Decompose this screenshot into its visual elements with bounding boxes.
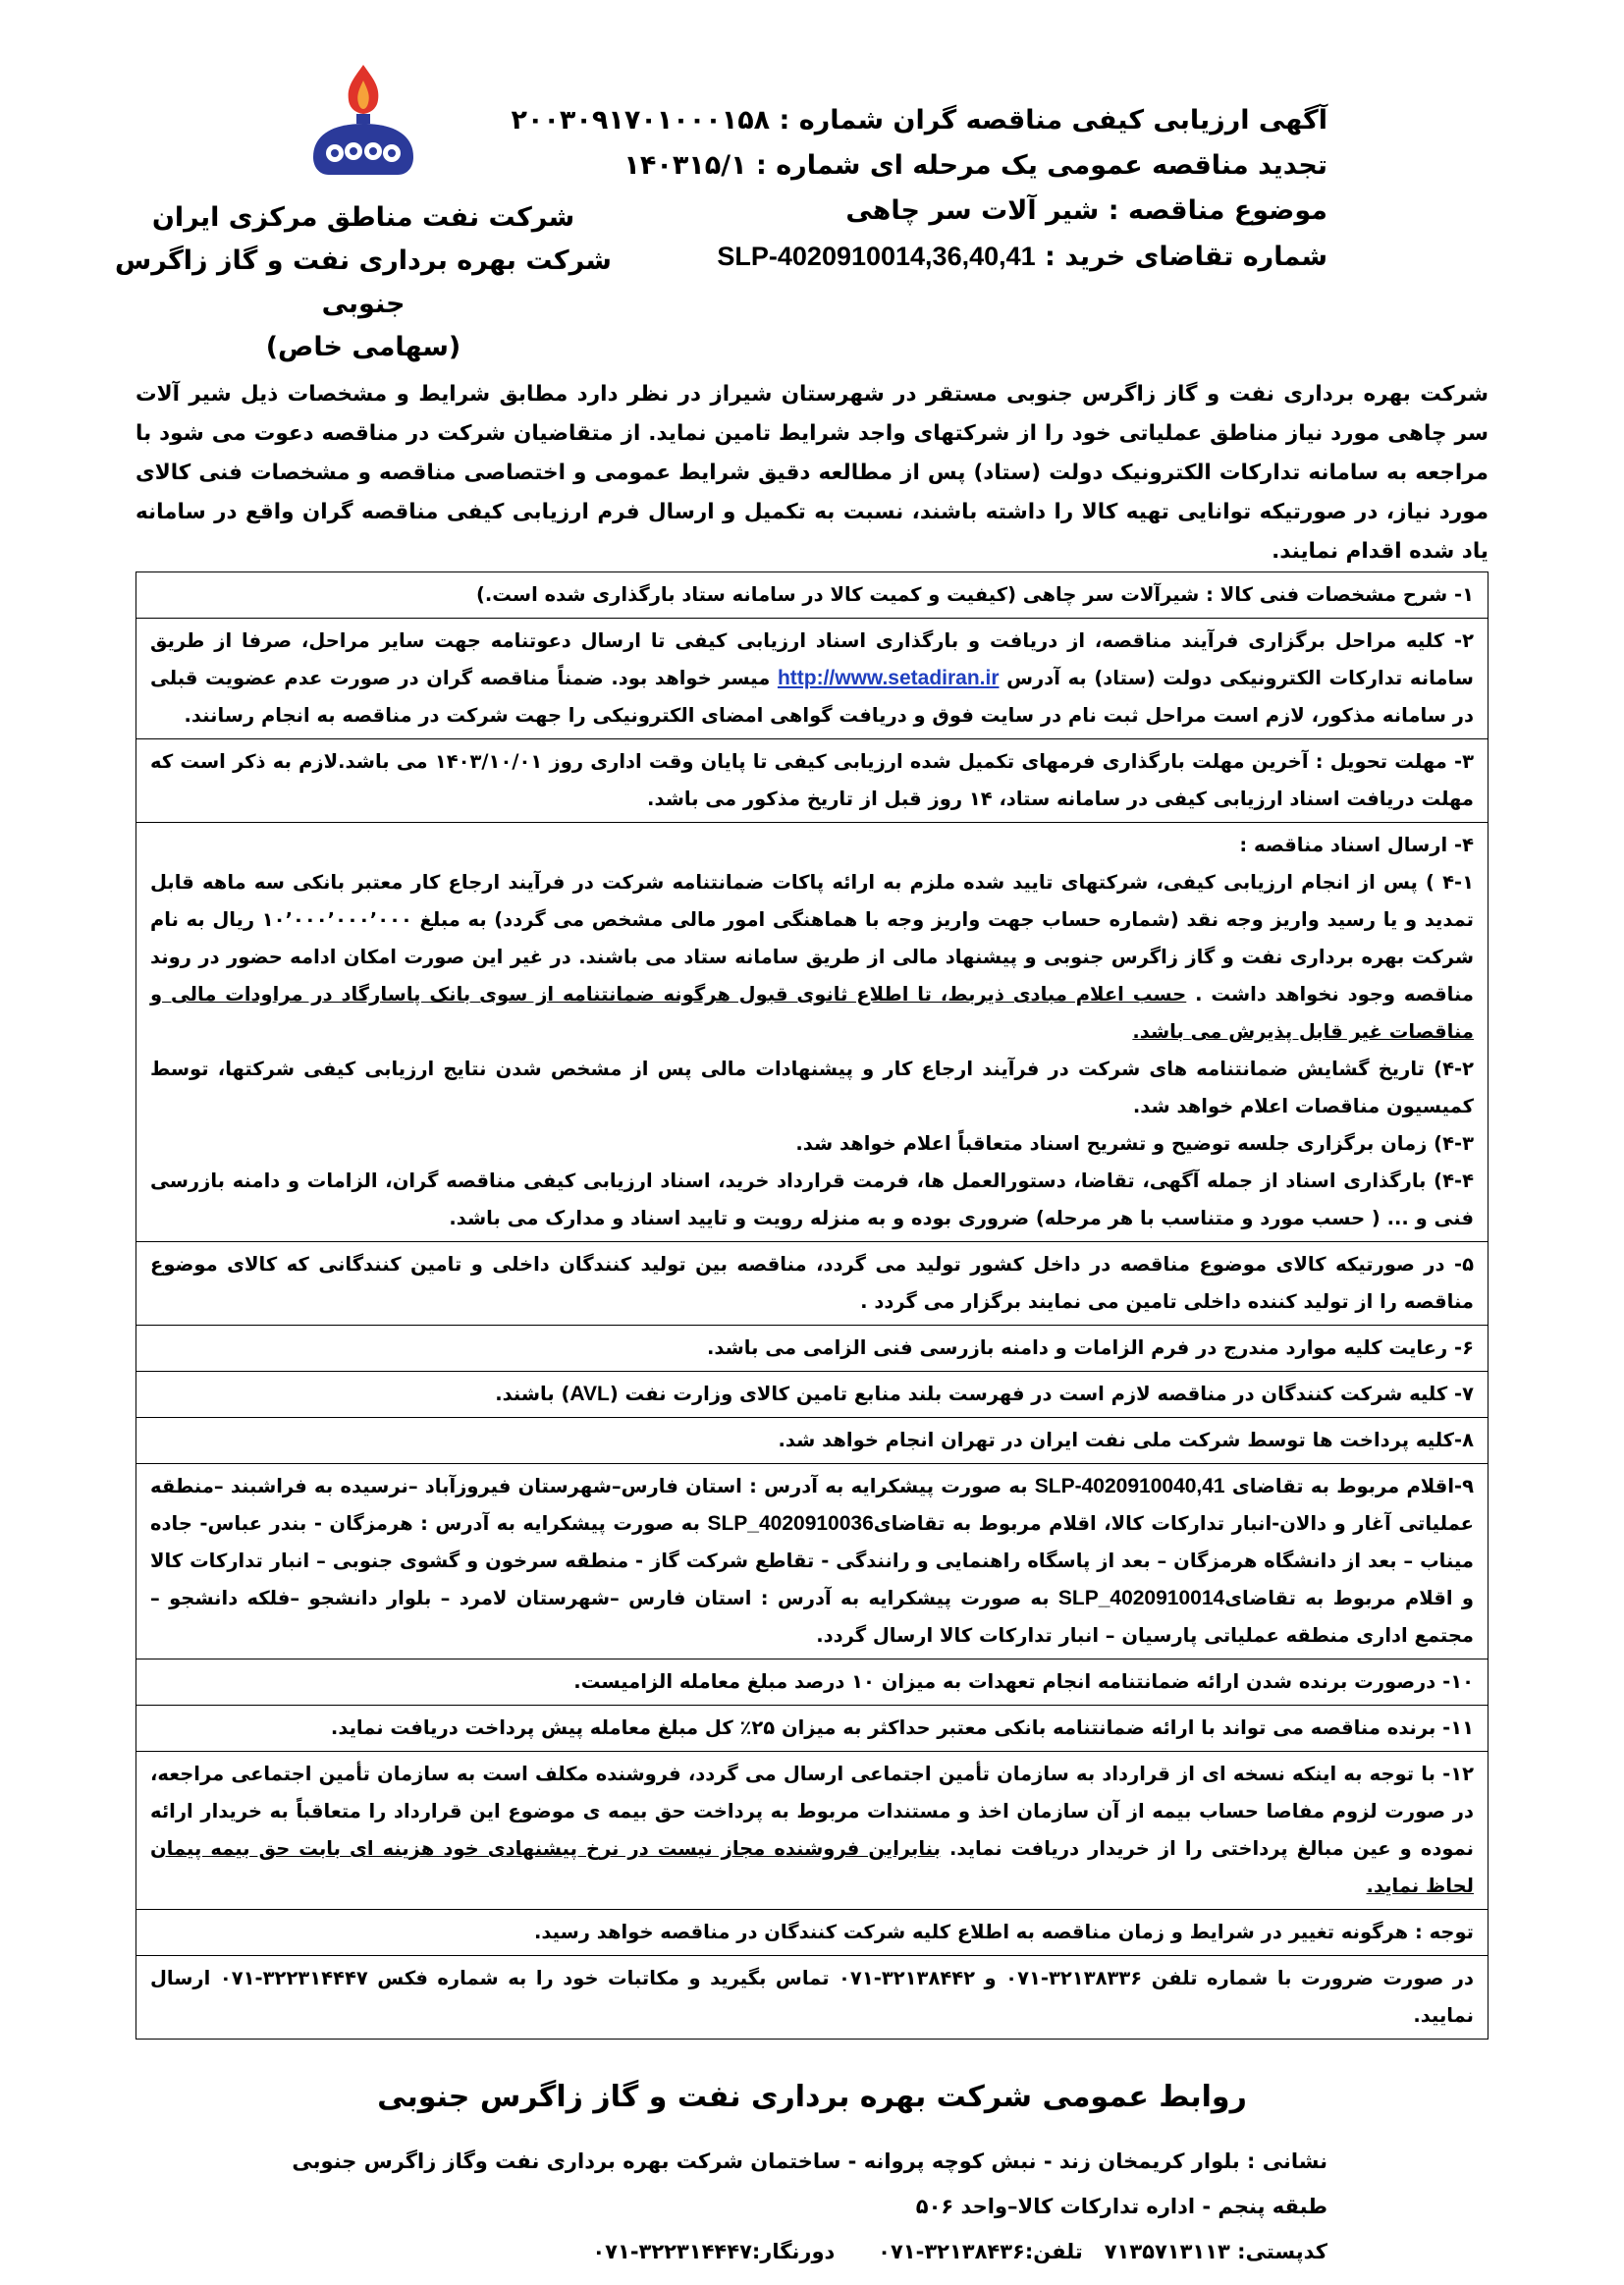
item-9-code-2: SLP_4020910036 bbox=[707, 1512, 874, 1535]
avl-label: AVL bbox=[569, 1383, 610, 1405]
item-2-text-b: میسر خواهد بود. ضمناً مناقصه گران در صورت عدم عضویت قبلی در سامانه مذکور، لازم است مراحل ثبت نام در سایت فوق و دریافت گواهی امضای الکترونیکی را جهت شرکت در مناقصه به انجام رسانند. bbox=[150, 667, 1474, 727]
subject-line: موضوع مناقصه : شیر آلات سر چاهی bbox=[845, 195, 1327, 226]
item-4-4: ۴-۴) بارگذاری اسناد از جمله آگهی، تقاضا، دستورالعمل ها، فرمت قرارداد خرید، اسناد ارزیابی کیفی مناقصه گران، الزامات و دامنه بازرسی فنی و ... ( حسب مورد و متناسب با هر مرحله) ضروری بوده و به منزله رویت و تایید اسناد و مدارک می باشد. bbox=[150, 1170, 1474, 1229]
notice-heading bbox=[483, 98, 1327, 280]
item-9-text-b: به صورت پیشکرایه به آدرس : استان فارس–شهرستان فیروزآباد –نرسیده به فراشبند –منطقه عملیاتی آغار و دالان-انبار تدارکات کالا، اقلام مربوط به تقاضای bbox=[150, 1475, 1474, 1535]
item-2 bbox=[136, 619, 1489, 739]
company-line-1: شرکت نفت مناطق مرکزی ایران bbox=[151, 202, 575, 233]
company-line-2: شرکت بهره برداری نفت و گاز زاگرس جنوبی bbox=[115, 245, 612, 319]
item-6: ۶- رعایت کلیه موارد مندرج در فرم الزامات و دامنه بازرسی فنی الزامی می باشد. bbox=[136, 1326, 1489, 1372]
conditions-table bbox=[135, 571, 1489, 2040]
item-4-1-text: ۴-۱ ) پس از انجام ارزیابی کیفی، شرکتهای تایید شده ملزم به ارائه پاکات ضمانتنامه شرکت در فرآیند ارجاع کار معتبر بانکی سه ماهه قابل تمدید و یا رسید واریز وجه نقد (شماره حساب جهت واریز وجه با هماهنگی امور مالی مشخص می گردد) به مبلغ ۱۰٬۰۰۰٬۰۰۰٬۰۰۰ ریال به نام شرکت بهره برداری نفت و گاز زاگرس جنوبی و پیشنهاد مالی از طریق سامانه ستاد می باشند. در غیر این صورت امکان ادامه حضور در روند مناقصه وجود نخواهد داشت . bbox=[150, 871, 1474, 1006]
table-row bbox=[136, 1706, 1489, 1752]
notice-title: آگهی ارزیابی کیفی مناقصه گران شماره : ۲۰۰۳۰۹۱۷۰۱۰۰۰۱۵۸ bbox=[511, 105, 1327, 136]
table-row bbox=[136, 739, 1489, 823]
request-number: SLP-4020910014,36,40,41 bbox=[717, 242, 1036, 271]
table-row bbox=[136, 1752, 1489, 1910]
item-8: ۸-کلیه پرداخت ها توسط شرکت ملی نفت ایران در تهران انجام خواهد شد. bbox=[136, 1418, 1489, 1464]
contact-row: در صورت ضرورت با شماره تلفن ۳۲۱۳۸۳۳۶-۰۷۱ و ۳۲۱۳۸۴۴۲-۰۷۱ تماس بگیرید و مکاتبات خود را به شماره فکس ۳۲۲۳۱۴۴۴۷-۰۷۱ ارسال نمایید. bbox=[136, 1956, 1489, 2040]
table-row bbox=[136, 1326, 1489, 1372]
item-12 bbox=[136, 1752, 1489, 1910]
item-4-3: ۴-۳) زمان برگزاری جلسه توضیح و تشریح اسناد متعاقباً اعلام خواهد شد. bbox=[795, 1132, 1474, 1155]
request-label: شماره تقاضای خرید : bbox=[1035, 242, 1327, 272]
table-row bbox=[136, 1956, 1489, 2040]
address-line-2: طبقه پنجم - اداره تدارکات کالا–واحد ۵۰۶ bbox=[915, 2195, 1327, 2218]
intro-text: شرکت بهره برداری نفت و گاز زاگرس جنوبی مستقر در شهرستان شیراز در نظر دارد مطابق شرایط و مشخصات ذیل شیر آلات سر چاهی مورد نیاز مناطق عملیاتی خود را از شرکتهای واجد شرایط تامین نماید. از متقاضیان شرکت در مناقصه دعوت می شود با مراجعه به سامانه تدارکات الکترونیک دولت (ستاد) پس از مطالعه دقیق شرایط عمومی و اختصاصی مناقصه و مشخصات فنی کالای مورد نیاز، در صورتیکه توانایی تهیه کالا را داشته باشند، نسبت به تکمیل و ارسال فرم ارزیابی کیفی مناقصه گران واقع در سامانه یاد شده اقدام نمایند. bbox=[135, 382, 1489, 564]
public-relations-signature: روابط عمومی شرکت بهره برداری نفت و گاز زاگرس جنوبی bbox=[377, 2080, 1247, 2114]
renewal-line: تجدید مناقصه عمومی یک مرحله ای شماره : ۱۴۰۳۱۵/۱ bbox=[623, 150, 1327, 181]
item-2-text-a: ۲- کلیه مراحل برگزاری فرآیند مناقصه، از دریافت و بارگذاری اسناد ارزیابی کیفی تا ارسال دعوتنامه جهت سایر مراحل، صرفا از طریق سامانه تدارکات الکترونیکی دولت (ستاد) به آدرس bbox=[150, 629, 1474, 689]
item-4-2: ۴-۲) تاریخ گشایش ضمانتنامه های شرکت در فرآیند ارجاع کار و پیشنهادات مالی پس از مشخص شدن نتایج ارزیابی کیفی شرکتها، توسط کمیسیون مناقصات اعلام خواهد شد. bbox=[150, 1058, 1474, 1117]
address-block bbox=[247, 2139, 1327, 2274]
request-line bbox=[483, 234, 1327, 280]
item-3: ۳- مهلت تحویل : آخرین مهلت بارگذاری فرمهای تکمیل شده ارزیابی کیفی تا پایان وقت اداری روز ۱۴۰۳/۱۰/۰۱ می باشد.لازم به ذکر است که مهلت دریافت اسناد ارزیابی کیفی در سامانه ستاد، ۱۴ روز قبل از تاریخ مذکور می باشد. bbox=[136, 739, 1489, 823]
contact-line bbox=[247, 2229, 1327, 2274]
item-9-text-a: ۹-اقلام مربوط به تقاضای bbox=[1224, 1475, 1475, 1497]
setadiran-link[interactable]: http://www.setadiran.ir bbox=[777, 667, 1000, 689]
item-7-text-b: ) باشند. bbox=[495, 1383, 570, 1405]
item-9-code-1: SLP-4020910040,41 bbox=[1034, 1475, 1225, 1497]
fax-number: دورنگار:۳۲۲۳۱۴۴۴۷-۰۷۱ bbox=[592, 2240, 836, 2263]
table-row bbox=[136, 1372, 1489, 1418]
postal-code: کدپستی: ۷۱۳۵۷۱۳۱۱۳ bbox=[1104, 2240, 1327, 2263]
item-7 bbox=[136, 1372, 1489, 1418]
table-row bbox=[136, 1659, 1489, 1706]
table-row bbox=[136, 1910, 1489, 1956]
item-4-1-pasargad-note: حسب اعلام مبادی ذیربط، تا اطلاع ثانوی قبول هرگونه ضمانتنامه از سوی بانک پاسارگاد در مراودات مالی و مناقصات غیر قابل پذیرش می باشد. bbox=[150, 983, 1474, 1043]
nioc-flame-logo bbox=[299, 59, 427, 187]
item-1: ۱- شرح مشخصات فنی کالا : شیرآلات سر چاهی (کیفیت و کمیت کالا در سامانه ستاد بارگذاری شده است.) bbox=[136, 572, 1489, 619]
item-12-text: ۱۲- با توجه به اینکه نسخه ای از قرارداد به سازمان تأمین اجتماعی ارسال می گردد، فروشنده مکلف است به سازمان تأمین اجتماعی مراجعه، در صورت لزوم مفاصا حساب بیمه از آن سازمان اخذ و مستندات مربوط به پرداخت حق بیمه ی موضوع این قرارداد را متعاقباً به خریدار ارائه نموده و عین مبالغ پرداختی را از خریدار دریافت نماید. bbox=[150, 1763, 1475, 1860]
table-row bbox=[136, 1464, 1489, 1659]
table-row bbox=[136, 1242, 1489, 1326]
item-10: ۱۰- درصورت برنده شدن ارائه ضمانتنامه انجام تعهدات به میزان ۱۰ درصد مبلغ معامله الزامیست. bbox=[136, 1659, 1489, 1706]
item-7-text-a: ۷- کلیه شرکت کنندگان در مناقصه لازم است در فهرست بلند منابع تامین کالای وزارت نفت ( bbox=[609, 1383, 1474, 1405]
item-5: ۵- در صورتیکه کالای موضوع مناقصه در داخل کشور تولید می گردد، مناقصه بین تولید کنندگان داخلی و تامین کنندگانی که کالای موضوع مناقصه را از تولید کننده داخلی تامین می نمایند برگزار می گردد . bbox=[136, 1242, 1489, 1326]
item-4 bbox=[136, 823, 1489, 1242]
phone-number: تلفن:۳۲۱۳۸۴۳۶-۰۷۱ bbox=[878, 2240, 1083, 2263]
table-row bbox=[136, 572, 1489, 619]
item-4-1 bbox=[150, 864, 1474, 1051]
item-4-title: ۴- ارسال اسناد مناقصه : bbox=[1239, 834, 1474, 856]
item-9-code-3: SLP_4020910014 bbox=[1057, 1587, 1225, 1609]
item-9-text-d: به صورت پیشکرایه به آدرس : استان فارس –شهرستان لامرد – بلوار دانشجو –فلکه دانشجو –مجتمع اداری منطقه عملیاتی پارسیان – انبار تدارکات کالا ارسال گردد. bbox=[150, 1587, 1474, 1647]
table-row bbox=[136, 1418, 1489, 1464]
table-row bbox=[136, 619, 1489, 739]
item-12-insurance-note: بنابراین فروشنده مجاز نیست در نرخ پیشنهادی خود هزینه ای بابت حق بیمه پیمان لحاظ نماید. bbox=[150, 1837, 1474, 1897]
item-11: ۱۱- برنده مناقصه می تواند با ارائه ضمانتنامه بانکی معتبر حداکثر به میزان ۲۵٪ کل مبلغ معامله پیش پرداخت دریافت نماید. bbox=[136, 1706, 1489, 1752]
address-line-1: نشانی : بلوار کریمخان زند - نبش کوچه پروانه - ساختمان شرکت بهره برداری نفت وگاز زاگرس جنوبی bbox=[292, 2149, 1327, 2173]
intro-paragraph bbox=[135, 375, 1489, 571]
company-line-3: (سهامی خاص) bbox=[265, 332, 461, 362]
item-9-text-c: به صورت پیشکرایه به آدرس : هرمزگان - بندر عباس- جاده میناب – بعد از دانشگاه هرمزگان – بعد از پاسگاه راهنمایی و رانندگی - تقاطع شرکت گاز - منطقه سرخون و گشوی جنوبی – انبار تدارکات کالا و اقلام مربوط به تقاضای bbox=[150, 1512, 1474, 1609]
note-row: توجه : هرگونه تغییر در شرایط و زمان مناقصه به اطلاع کلیه شرکت کنندگان در مناقصه خواهد رسید. bbox=[136, 1910, 1489, 1956]
item-9 bbox=[136, 1464, 1489, 1659]
table-row bbox=[136, 823, 1489, 1242]
